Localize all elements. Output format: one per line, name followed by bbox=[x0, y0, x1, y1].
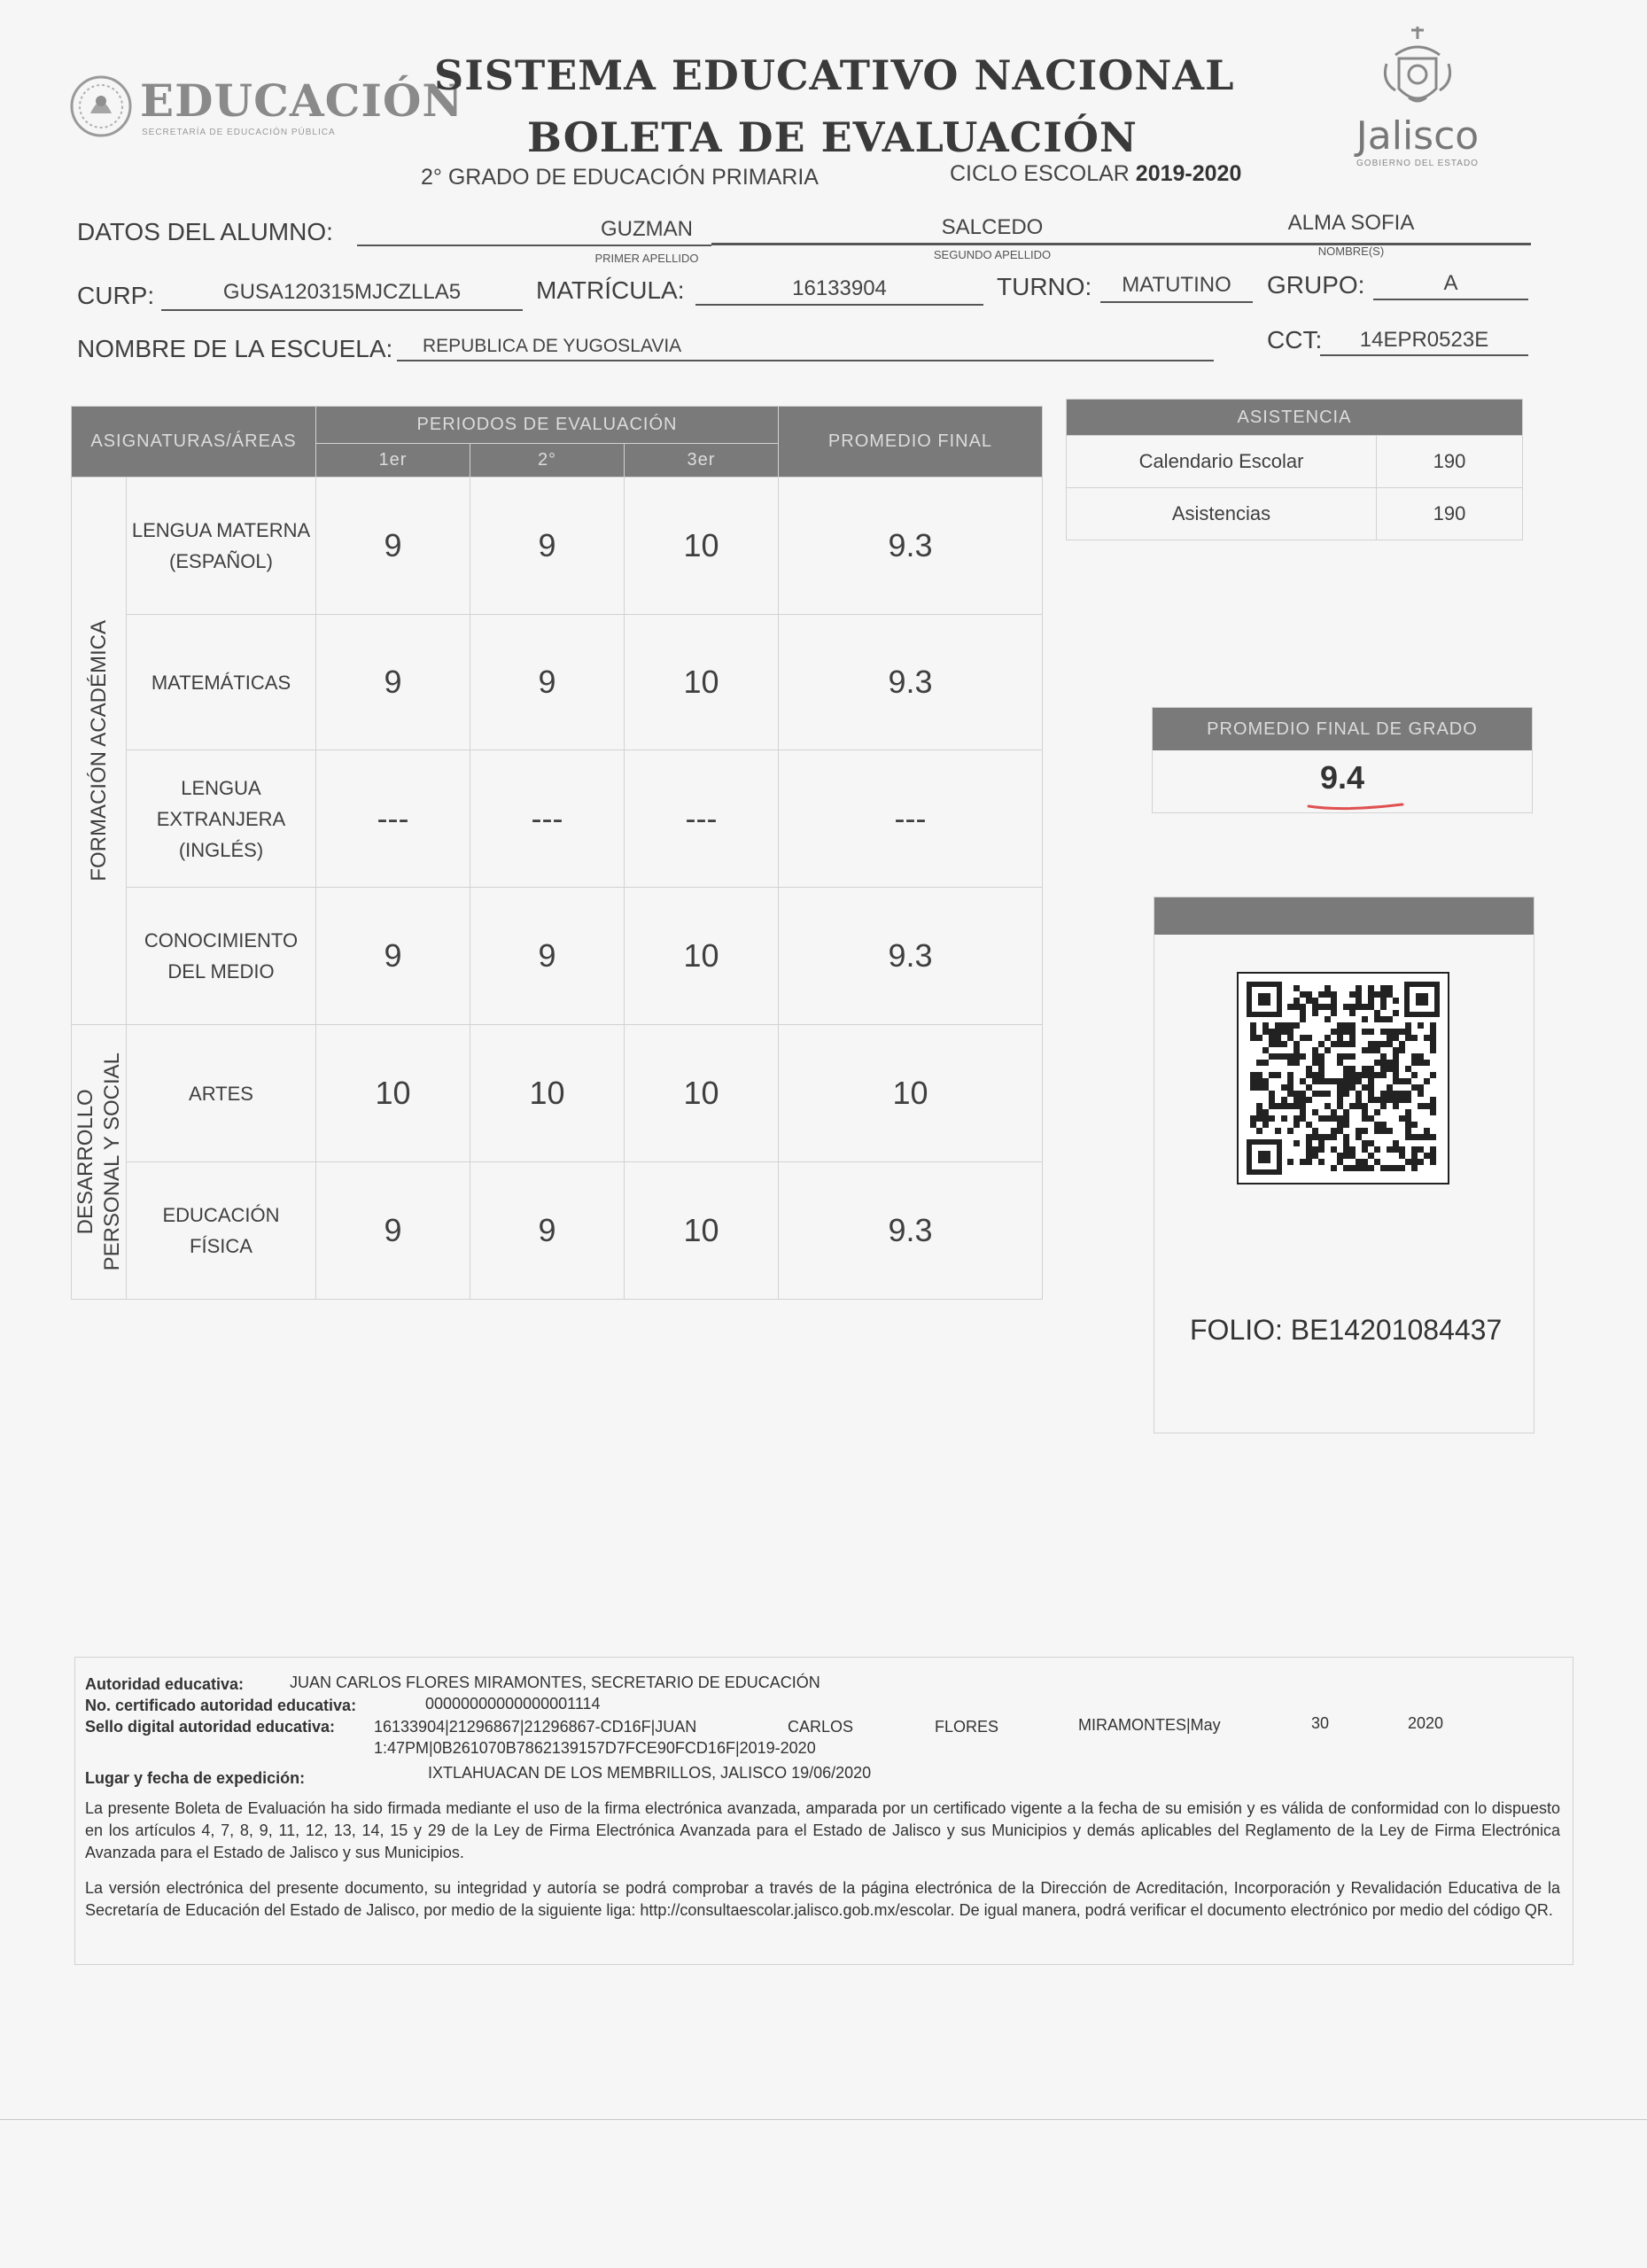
grade-p2: --- bbox=[470, 750, 625, 888]
seal-part: 2020 bbox=[1408, 1714, 1444, 1732]
grade-p1: 9 bbox=[316, 888, 470, 1025]
folio bbox=[1190, 1314, 1502, 1347]
attendance-table bbox=[1066, 399, 1523, 540]
turno-label: TURNO: bbox=[997, 273, 1092, 300]
subject-name: EDUCACIÓN FÍSICA bbox=[127, 1162, 316, 1300]
jalisco-logo-name: Jalisco bbox=[1356, 113, 1480, 159]
cert-label: No. certificado autoridad educativa: bbox=[85, 1697, 357, 1714]
school-value: REPUBLICA DE YUGOSLAVIA bbox=[423, 336, 682, 356]
seal-part: 30 bbox=[1311, 1714, 1330, 1732]
school-cycle bbox=[950, 161, 1241, 187]
table-row bbox=[72, 1025, 1043, 1162]
names-caption: NOMBRE(S) bbox=[1317, 245, 1385, 258]
area-cell bbox=[72, 1025, 127, 1300]
table-row bbox=[1067, 436, 1523, 488]
qr-code-icon bbox=[1237, 972, 1449, 1184]
curp-value: GUSA120315MJCZLLA5 bbox=[222, 280, 462, 304]
matricula-label: MATRÍCULA: bbox=[536, 276, 685, 304]
folio-value: BE14201084437 bbox=[1290, 1314, 1503, 1346]
attendance-header: ASISTENCIA bbox=[1067, 400, 1523, 436]
jalisco-logo bbox=[1333, 19, 1502, 183]
grade-p1: 9 bbox=[316, 478, 470, 615]
grade-final: 9.3 bbox=[779, 478, 1043, 615]
final-grade-box bbox=[1152, 707, 1533, 813]
grade-p2: 9 bbox=[470, 888, 625, 1025]
area-name: FORMACIÓN ACADÉMICA bbox=[86, 620, 111, 882]
subject-name: MATEMÁTICAS bbox=[127, 615, 316, 750]
final-grade-header: PROMEDIO FINAL DE GRADO bbox=[1153, 708, 1532, 750]
final-grade-value: 9.4 bbox=[1319, 759, 1365, 796]
turno-value: MATUTINO bbox=[1122, 273, 1231, 297]
sep-logo bbox=[69, 69, 464, 140]
col-subjects-header: ASIGNATURAS/ÁREAS bbox=[72, 407, 316, 478]
attendance-value: 190 bbox=[1377, 488, 1523, 540]
seal-part: MIRAMONTES|May bbox=[1078, 1716, 1221, 1734]
grades-table bbox=[71, 406, 1043, 1300]
grade-final: --- bbox=[779, 750, 1043, 888]
grade-p3: 10 bbox=[625, 478, 779, 615]
place-label: Lugar y fecha de expedición: bbox=[85, 1769, 306, 1787]
seal-part: CARLOS bbox=[788, 1718, 854, 1736]
attendance-value: 190 bbox=[1377, 436, 1523, 488]
curp-label: CURP: bbox=[77, 282, 155, 309]
grade-final: 9.3 bbox=[779, 888, 1043, 1025]
grupo-label: GRUPO: bbox=[1267, 271, 1365, 299]
cct-value: 14EPR0523E bbox=[1359, 328, 1489, 352]
subject-name: ARTES bbox=[127, 1025, 316, 1162]
grade-final: 9.3 bbox=[779, 1162, 1043, 1300]
grupo-value: A bbox=[1443, 271, 1458, 295]
col-final-header: PROMEDIO FINAL bbox=[779, 407, 1043, 478]
grade-label: 2° GRADO DE EDUCACIÓN PRIMARIA bbox=[421, 165, 819, 190]
grade-p1: --- bbox=[316, 750, 470, 888]
school-label: NOMBRE DE LA ESCUELA: bbox=[77, 335, 393, 362]
student-names: ALMA SOFIA bbox=[1287, 211, 1415, 235]
document-title-line2: BOLETA DE EVALUACIÓN bbox=[527, 113, 1138, 161]
grade-p1: 9 bbox=[316, 615, 470, 750]
subject-name: CONOCIMIENTO DEL MEDIO bbox=[127, 888, 316, 1025]
place-value: IXTLAHUACAN DE LOS MEMBRILLOS, JALISCO 19/06/2020 bbox=[428, 1764, 872, 1782]
authority-value: JUAN CARLOS FLORES MIRAMONTES, SECRETARIO DE EDUCACIÓN bbox=[290, 1674, 820, 1691]
grade-p3: 10 bbox=[625, 1025, 779, 1162]
first-surname: GUZMAN bbox=[601, 217, 693, 241]
period-header-3: 3er bbox=[625, 444, 779, 478]
grade-final: 10 bbox=[779, 1025, 1043, 1162]
sep-logo-title: EDUCACIÓN bbox=[140, 74, 464, 127]
qr-panel-header bbox=[1154, 897, 1534, 935]
document-title-line1: SISTEMA EDUCATIVO NACIONAL bbox=[434, 51, 1235, 99]
area-name: DESARROLLO PERSONAL Y SOCIAL bbox=[73, 1052, 124, 1271]
authority-label: Autoridad educativa: bbox=[85, 1675, 245, 1693]
seal-label: Sello digital autoridad educativa: bbox=[85, 1718, 336, 1736]
grade-p2: 9 bbox=[470, 615, 625, 750]
second-surname: SALCEDO bbox=[941, 215, 1044, 239]
jalisco-crest-icon bbox=[1378, 19, 1457, 117]
legal-paragraph-1: La presente Boleta de Evaluación ha sido firmada mediante el uso de la firma electrónica avanzada, amparada por un certificado vigente a la fecha de su emisión y es válida de conformidad con lo dispuesto en los artículos 4, 7, 8, 9, 11, 12, 13, 14, 15 y 29 de la Ley de Firma Electrónica Avanzada para el Estado de Jalisco y sus Municipios y demás aplicables del Reglamento de la Ley de Firma Electrónica Avanzada para el Estado de Jalisco y sus Municipios. bbox=[85, 1799, 1560, 1861]
cert-value: 00000000000000001114 bbox=[425, 1695, 601, 1713]
legal-paragraph-2: La versión electrónica del presente documento, su integridad y autoría se podrá comprobar a través de la página electrónica de la Dirección de Acreditación, Incorporación y Revalidación Educativa de la Secretaría de Educación del Estado de Jalisco, por medio de la siguiente liga: http://consultaescolar.jalisco.gob.mx/escolar. De igual manera, podrá verificar el documento electrónico por medio del código QR. bbox=[85, 1879, 1560, 1919]
cycle-value: 2019-2020 bbox=[1135, 161, 1242, 186]
national-seal-icon bbox=[69, 74, 133, 138]
matricula-value: 16133904 bbox=[792, 276, 887, 300]
table-row bbox=[1067, 488, 1523, 540]
handwritten-underline-icon bbox=[1307, 799, 1404, 813]
table-row bbox=[72, 615, 1043, 750]
col-periods-header: PERIODOS DE EVALUACIÓN bbox=[316, 407, 779, 444]
grade-p1: 10 bbox=[316, 1025, 470, 1162]
student-data-label: DATOS DEL ALUMNO: bbox=[77, 218, 333, 245]
area-cell bbox=[72, 478, 127, 1025]
attendance-label: Calendario Escolar bbox=[1067, 436, 1377, 488]
signature-footer bbox=[74, 1657, 1573, 1965]
second-surname-caption: SEGUNDO APELLIDO bbox=[933, 248, 1052, 261]
grade-final: 9.3 bbox=[779, 615, 1043, 750]
page-edge-line bbox=[0, 2119, 1647, 2120]
jalisco-logo-subtitle: GOBIERNO DEL ESTADO bbox=[1356, 159, 1479, 168]
table-row bbox=[72, 1162, 1043, 1300]
subject-name: LENGUA EXTRANJERA (INGLÉS) bbox=[127, 750, 316, 888]
seal-part: FLORES bbox=[935, 1718, 999, 1736]
grade-p1: 9 bbox=[316, 1162, 470, 1300]
grade-p3: 10 bbox=[625, 615, 779, 750]
sep-logo-subtitle: SECRETARÍA DE EDUCACIÓN PÚBLICA bbox=[142, 128, 336, 137]
grade-p3: 10 bbox=[625, 888, 779, 1025]
first-surname-caption: PRIMER APELLIDO bbox=[594, 252, 699, 265]
grade-p2: 9 bbox=[470, 478, 625, 615]
grade-p2: 10 bbox=[470, 1025, 625, 1162]
seal-line2: 1:47PM|0B261070B7862139157D7FCE90FCD16F|2019-2020 bbox=[374, 1739, 816, 1757]
grade-p3: 10 bbox=[625, 1162, 779, 1300]
grade-p2: 9 bbox=[470, 1162, 625, 1300]
cycle-label: CICLO ESCOLAR bbox=[950, 161, 1130, 186]
table-row bbox=[72, 750, 1043, 888]
subject-name: LENGUA MATERNA (ESPAÑOL) bbox=[127, 478, 316, 615]
folio-label: FOLIO: bbox=[1190, 1314, 1283, 1346]
seal-part: 16133904|21296867|21296867-CD16F|JUAN bbox=[374, 1718, 697, 1736]
period-header-2: 2° bbox=[470, 444, 625, 478]
table-row bbox=[72, 478, 1043, 615]
qr-panel bbox=[1154, 897, 1534, 1433]
grade-p3: --- bbox=[625, 750, 779, 888]
table-row bbox=[72, 888, 1043, 1025]
cct-label: CCT: bbox=[1267, 326, 1323, 353]
attendance-label: Asistencias bbox=[1067, 488, 1377, 540]
period-header-1: 1er bbox=[316, 444, 470, 478]
